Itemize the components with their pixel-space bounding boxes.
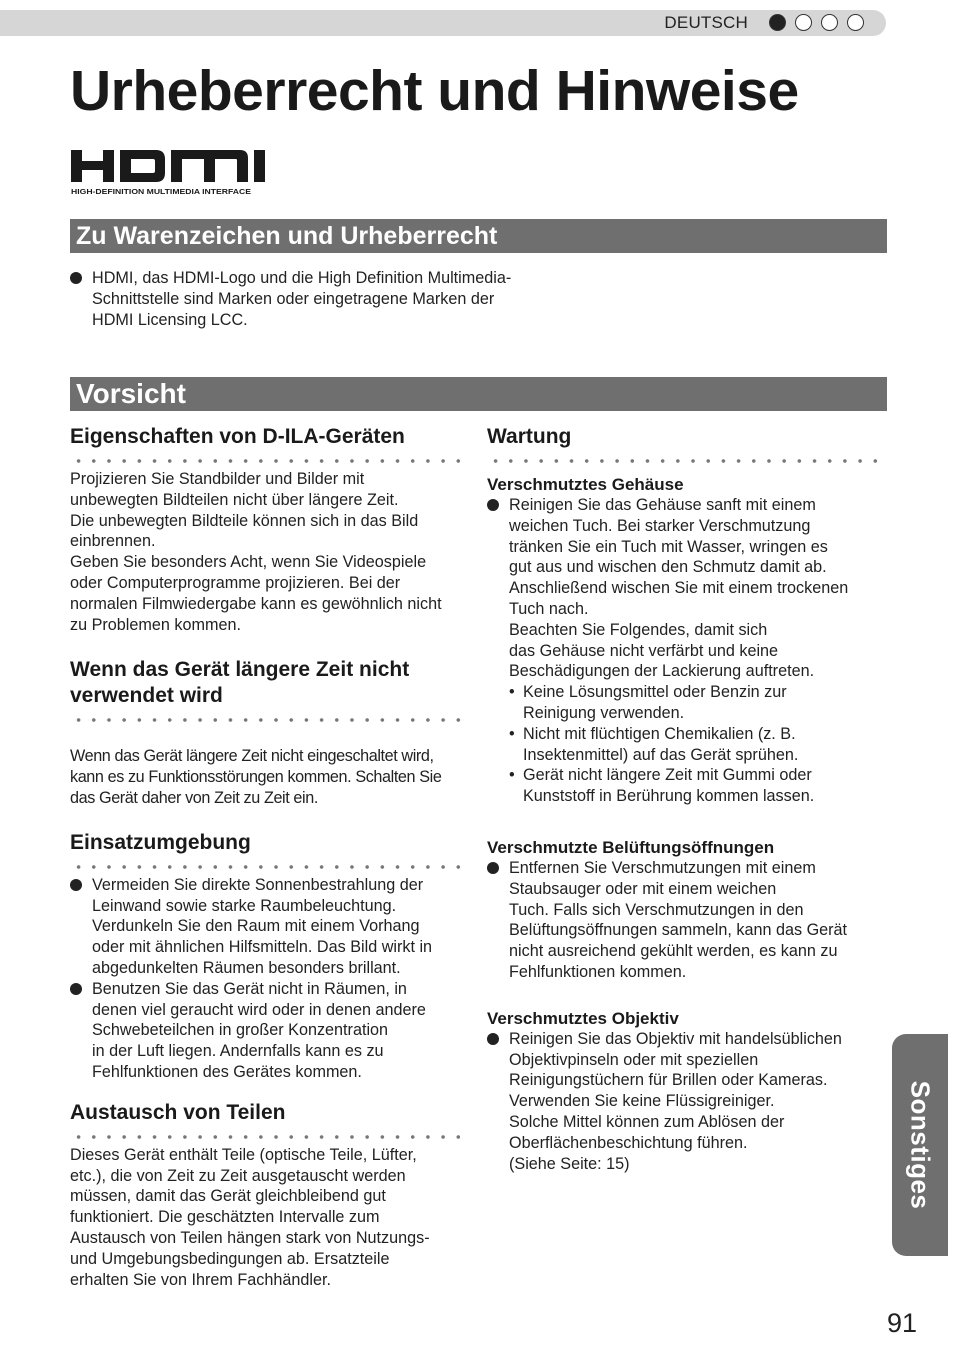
text-line: zu Problemen kommen. bbox=[70, 615, 241, 634]
text-line: tränken Sie ein Tuch mit Wasser, wringen es bbox=[509, 537, 828, 556]
page-number: 91 bbox=[887, 1308, 918, 1338]
text-line: Leinwand sowie starke Raumbeleuchtung. bbox=[92, 896, 397, 915]
text-line: Reinigungstüchern für Brillen oder Kameras. bbox=[509, 1071, 828, 1090]
dotted-divider bbox=[70, 716, 470, 724]
indicator-dot bbox=[795, 14, 812, 31]
dotted-divider bbox=[70, 863, 470, 871]
text-line: einbrennen. bbox=[70, 532, 156, 551]
text-line: Insektenmittel) auf das Gerät sprühen. bbox=[523, 745, 799, 764]
text-line: Reinigen Sie das Gehäuse sanft mit einem bbox=[509, 496, 816, 514]
text-line: denen viel geraucht wird oder in denen andere bbox=[92, 1000, 426, 1019]
heading-unused-device bbox=[70, 657, 470, 709]
text-line: • Gerät nicht längere Zeit mit Gummi oder bbox=[523, 766, 812, 785]
text-line: Geben Sie besonders Acht, wenn Sie Videospiele bbox=[70, 553, 427, 572]
text-line: Anschließend wischen Sie mit einem trockenen bbox=[509, 579, 849, 598]
section-heading-caution: Vorsicht bbox=[70, 377, 887, 411]
text-line: Entfernen Sie Verschmutzungen mit einem bbox=[509, 858, 816, 877]
sub-list-item bbox=[509, 682, 887, 724]
left-column bbox=[70, 424, 470, 1290]
text-line: Verdunkeln Sie den Raum mit einem Vorhang bbox=[92, 917, 420, 936]
text-line: Tuch nach. bbox=[509, 599, 589, 618]
text-line: Belüftungsöffnungen sammeln, kann das Gerät bbox=[509, 921, 848, 940]
sub-list-item bbox=[509, 765, 887, 807]
subheading-lens: Verschmutztes Objektiv bbox=[487, 1008, 679, 1028]
text-line: Verwenden Sie keine Flüssigreiniger. bbox=[509, 1092, 775, 1111]
heading-line: verwendet wird bbox=[70, 684, 223, 708]
text-line: Benutzen Sie das Gerät nicht in Räumen, in bbox=[92, 979, 407, 998]
text-line: (Siehe Seite: 15) bbox=[509, 1154, 630, 1173]
page-title: Urheberrecht und Hinweise bbox=[70, 59, 799, 123]
text-line: weichen Tuch. Bei starker Verschmutzung bbox=[509, 516, 811, 535]
text-line: Fehlfunktionen kommen. bbox=[509, 962, 687, 981]
heading-maintenance: Wartung bbox=[487, 425, 572, 448]
text-line: Wenn das Gerät längere Zeit nicht eingeschaltet wird, bbox=[70, 747, 434, 766]
list-item bbox=[70, 875, 470, 979]
dotted-divider bbox=[487, 457, 887, 465]
parts-text bbox=[70, 1145, 470, 1291]
text-line: Solche Mittel können zum Ablösen der bbox=[509, 1112, 785, 1131]
text-line: nicht ausreichend gekühlt werden, es kann zu bbox=[509, 942, 838, 961]
text-line: Oberflächenbeschichtung führen. bbox=[509, 1133, 748, 1152]
text-line: funktioniert. Die geschätzten Intervalle zum bbox=[70, 1208, 380, 1227]
indicator-dot-active bbox=[769, 14, 786, 31]
heading-parts-replacement: Austausch von Teilen bbox=[70, 1100, 286, 1124]
indicator-dot bbox=[821, 14, 838, 31]
list-item bbox=[487, 858, 887, 983]
subheading-housing: Verschmutztes Gehäuse bbox=[487, 475, 684, 494]
unused-text bbox=[70, 746, 470, 808]
text-line: erhalten Sie von Ihrem Fachhändler. bbox=[70, 1270, 331, 1289]
trademark-line: HDMI, das HDMI-Logo und die High Definition Multimedia- bbox=[92, 269, 512, 287]
subheading-vents: Verschmutzte Belüftungsöffnungen bbox=[487, 837, 775, 857]
text-line: unbewegten Bildteilen nicht über längere Zeit. bbox=[70, 490, 399, 509]
list-item bbox=[487, 1029, 887, 1175]
text-line: normalen Filmwiedergabe kann es gewöhnlich nicht bbox=[70, 594, 442, 613]
text-line: kann es zu Funktionsstörungen kommen. Schalten Sie bbox=[70, 768, 442, 787]
bullet-icon bbox=[70, 272, 82, 284]
text-line: etc.), die von Zeit zu Zeit ausgetauscht werden bbox=[70, 1166, 406, 1185]
dotted-divider bbox=[70, 1133, 470, 1141]
text-line: abgedunkelten Räumen besonders brillant. bbox=[92, 958, 401, 977]
text-line: Schwebeteilchen in großer Konzentration bbox=[92, 1021, 389, 1040]
text-line: Objektivpinseln oder mit speziellen bbox=[509, 1050, 759, 1069]
language-label: DEUTSCH bbox=[664, 13, 748, 32]
text-line: Fehlfunktionen des Gerätes kommen. bbox=[92, 1062, 362, 1081]
text-line: Austausch von Teilen hängen stark von Nutzungs- bbox=[70, 1228, 430, 1247]
text-line: Die unbewegten Bildteile können sich in das Bild bbox=[70, 511, 419, 530]
dila-text bbox=[70, 469, 470, 635]
text-line: Reinigen Sie das Objektiv mit handelsüblichen bbox=[509, 1029, 842, 1048]
dotted-divider bbox=[70, 457, 470, 465]
heading-dila-properties: Eigenschaften von D-ILA-Geräten bbox=[70, 425, 405, 448]
logo-tagline: HIGH-DEFINITION MULTIMEDIA INTERFACE bbox=[71, 189, 252, 196]
text-line: Dieses Gerät enthält Teile (optische Teile, Lüfter, bbox=[70, 1145, 417, 1164]
indicator-dot bbox=[847, 14, 864, 31]
text-line: Beschädigungen der Lackierung auftreten. bbox=[509, 662, 815, 681]
text-line: Kunststoff in Berührung kommen lassen. bbox=[523, 787, 815, 806]
trademark-line: HDMI Licensing LCC. bbox=[92, 311, 248, 329]
heading-environment: Einsatzumgebung bbox=[70, 830, 251, 854]
sub-list-item bbox=[509, 724, 887, 766]
text-line: Projizieren Sie Standbilder und Bilder mit bbox=[70, 470, 365, 488]
text-line: Tuch. Falls sich Verschmutzungen in den bbox=[509, 900, 804, 919]
text-line: • Nicht mit flüchtigen Chemikalien (z. B. bbox=[523, 724, 796, 743]
list-item bbox=[70, 979, 470, 1083]
text-line: Vermeiden Sie direkte Sonnenbestrahlung der bbox=[92, 875, 424, 894]
header-bar bbox=[0, 10, 886, 36]
trademark-notice bbox=[70, 268, 630, 331]
hdmi-logo bbox=[70, 146, 270, 198]
text-line: in der Luft liegen. Andernfalls kann es zu bbox=[92, 1042, 384, 1061]
trademark-line: Schnittstelle sind Marken oder eingetragene Marken der bbox=[92, 290, 495, 308]
text-line: Beachten Sie Folgendes, damit sich bbox=[509, 620, 768, 639]
right-column bbox=[487, 424, 887, 1174]
text-line: Staubsauger oder mit einem weichen bbox=[509, 879, 777, 898]
text-line: das Gehäuse nicht verfärbt und keine bbox=[509, 641, 779, 660]
text-line: Reinigung verwenden. bbox=[523, 703, 685, 722]
text-line: • Keine Lösungsmittel oder Benzin zur bbox=[523, 683, 787, 702]
chapter-tab-label: Sonstiges bbox=[905, 1080, 936, 1210]
text-line: gut aus und wischen den Schmutz damit ab. bbox=[509, 558, 827, 577]
text-line: das Gerät daher von Zeit zu Zeit ein. bbox=[70, 788, 318, 807]
heading-line: Wenn das Gerät längere Zeit nicht bbox=[70, 658, 410, 682]
list-item bbox=[487, 495, 887, 807]
text-line: oder Computerprogramme projizieren. Bei der bbox=[70, 573, 401, 592]
trademark-symbol: TM bbox=[254, 151, 263, 157]
text-line: müssen, damit das Gerät gleichbleibend gut bbox=[70, 1187, 386, 1206]
text-line: und Umgebungsbedingungen ab. Ersatzteile bbox=[70, 1249, 390, 1268]
chapter-tab[interactable] bbox=[892, 1034, 948, 1256]
section-indicator bbox=[769, 14, 864, 31]
section-heading-trademark: Zu Warenzeichen und Urheberrecht bbox=[70, 219, 887, 253]
text-line: oder mit ähnlichen Hilfsmitteln. Das Bild wirkt in bbox=[92, 938, 433, 957]
